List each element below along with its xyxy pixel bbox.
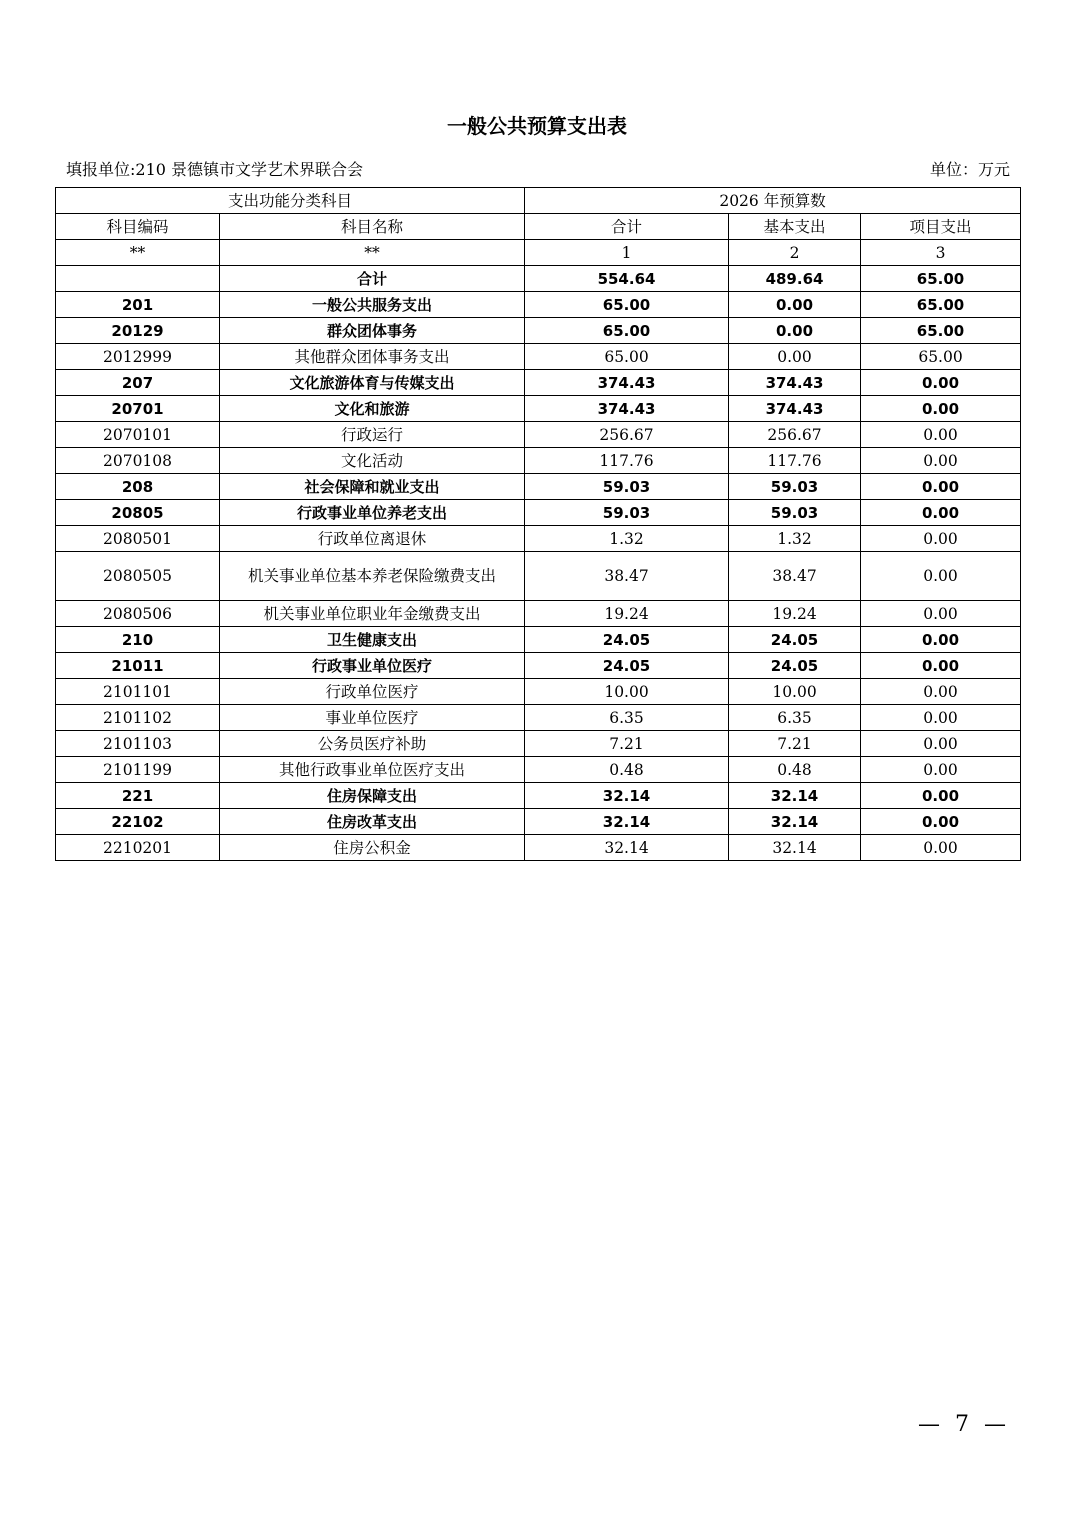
cell-name: 行政单位离退休 xyxy=(220,526,525,552)
cell-basic: 1.32 xyxy=(729,526,861,552)
cell-basic: 10.00 xyxy=(729,679,861,705)
cell-basic: 0.00 xyxy=(729,318,861,344)
cell-code: 2101103 xyxy=(56,731,220,757)
cell-project: 0.00 xyxy=(861,526,1021,552)
cell-total: 65.00 xyxy=(525,292,729,318)
table-row xyxy=(56,500,1021,526)
table-row xyxy=(56,370,1021,396)
cell-code: 2101101 xyxy=(56,679,220,705)
cell-basic: 0.00 xyxy=(729,344,861,370)
cell-name: 机关事业单位基本养老保险缴费支出 xyxy=(220,552,525,601)
cell-project: 0.00 xyxy=(861,601,1021,627)
header-total: 合计 xyxy=(525,214,729,240)
cell-code: 21011 xyxy=(56,653,220,679)
cell-total: 0.48 xyxy=(525,757,729,783)
cell-name: 一般公共服务支出 xyxy=(220,292,525,318)
cell-total: 374.43 xyxy=(525,370,729,396)
cell-total: 24.05 xyxy=(525,627,729,653)
cell-name: 社会保障和就业支出 xyxy=(220,474,525,500)
cell-project: 0.00 xyxy=(861,809,1021,835)
page-number: — 7 — xyxy=(918,1412,1010,1437)
table-row xyxy=(56,757,1021,783)
cell-code: 20701 xyxy=(56,396,220,422)
cell-project: 0.00 xyxy=(861,679,1021,705)
cell-total: 38.47 xyxy=(525,552,729,601)
cell-total: 374.43 xyxy=(525,396,729,422)
cell-name: 文化旅游体育与传媒支出 xyxy=(220,370,525,396)
cell-total: 59.03 xyxy=(525,500,729,526)
cell-basic: 0.48 xyxy=(729,757,861,783)
cell-basic: 19.24 xyxy=(729,601,861,627)
cell-total: 65.00 xyxy=(525,344,729,370)
cell-basic: 117.76 xyxy=(729,448,861,474)
cell-project: 65.00 xyxy=(861,266,1021,292)
table-row xyxy=(56,783,1021,809)
cell-project: 0.00 xyxy=(861,783,1021,809)
cell-basic: 24.05 xyxy=(729,627,861,653)
cell-total: 256.67 xyxy=(525,422,729,448)
cell-code: 2101199 xyxy=(56,757,220,783)
cell-name: 住房保障支出 xyxy=(220,783,525,809)
cell-basic: 32.14 xyxy=(729,783,861,809)
cell-name: 住房公积金 xyxy=(220,835,525,861)
cell-code: 2101102 xyxy=(56,705,220,731)
cell-name: 其他群众团体事务支出 xyxy=(220,344,525,370)
table-row xyxy=(56,653,1021,679)
header-basic: 基本支出 xyxy=(729,214,861,240)
cell-code: 2210201 xyxy=(56,835,220,861)
cell-basic: 0.00 xyxy=(729,292,861,318)
header-column-row xyxy=(56,214,1021,240)
cell-code: 2080506 xyxy=(56,601,220,627)
page-title: 一般公共预算支出表 xyxy=(447,114,627,138)
budget-table xyxy=(55,187,1021,861)
currency-unit: 单位：万元 xyxy=(929,160,1010,179)
header-budget-year: 2026 年预算数 xyxy=(525,188,1021,214)
cell-name: 文化和旅游 xyxy=(220,396,525,422)
cell-name: 住房改革支出 xyxy=(220,809,525,835)
table-row xyxy=(56,552,1021,601)
cell-basic: 374.43 xyxy=(729,396,861,422)
table-row xyxy=(56,679,1021,705)
table-row xyxy=(56,731,1021,757)
table-row xyxy=(56,601,1021,627)
cell-code: 2080501 xyxy=(56,526,220,552)
table-row xyxy=(56,448,1021,474)
index-basic: 2 xyxy=(729,240,861,266)
index-code: ** xyxy=(56,240,220,266)
cell-project: 65.00 xyxy=(861,318,1021,344)
cell-code: 221 xyxy=(56,783,220,809)
cell-name: 合计 xyxy=(220,266,525,292)
cell-basic: 7.21 xyxy=(729,731,861,757)
cell-basic: 59.03 xyxy=(729,500,861,526)
table-row xyxy=(56,344,1021,370)
table-row xyxy=(56,809,1021,835)
cell-project: 0.00 xyxy=(861,396,1021,422)
cell-code: 2070108 xyxy=(56,448,220,474)
cell-basic: 32.14 xyxy=(729,835,861,861)
cell-name: 行政单位医疗 xyxy=(220,679,525,705)
cell-project: 0.00 xyxy=(861,653,1021,679)
cell-project: 0.00 xyxy=(861,474,1021,500)
cell-code: 2080505 xyxy=(56,552,220,601)
header-code: 科目编码 xyxy=(56,214,220,240)
cell-project: 0.00 xyxy=(861,422,1021,448)
cell-project: 65.00 xyxy=(861,344,1021,370)
cell-total: 19.24 xyxy=(525,601,729,627)
header-name: 科目名称 xyxy=(220,214,525,240)
cell-code: 201 xyxy=(56,292,220,318)
cell-total: 117.76 xyxy=(525,448,729,474)
cell-code: 208 xyxy=(56,474,220,500)
cell-code: 2070101 xyxy=(56,422,220,448)
index-project: 3 xyxy=(861,240,1021,266)
index-total: 1 xyxy=(525,240,729,266)
table-row xyxy=(56,474,1021,500)
cell-total: 65.00 xyxy=(525,318,729,344)
cell-code: 20129 xyxy=(56,318,220,344)
cell-basic: 38.47 xyxy=(729,552,861,601)
cell-project: 65.00 xyxy=(861,292,1021,318)
cell-code: 22102 xyxy=(56,809,220,835)
cell-total: 32.14 xyxy=(525,809,729,835)
cell-name: 文化活动 xyxy=(220,448,525,474)
cell-total: 10.00 xyxy=(525,679,729,705)
cell-total: 32.14 xyxy=(525,783,729,809)
cell-project: 0.00 xyxy=(861,731,1021,757)
cell-name: 行政运行 xyxy=(220,422,525,448)
cell-name: 机关事业单位职业年金缴费支出 xyxy=(220,601,525,627)
cell-basic: 6.35 xyxy=(729,705,861,731)
table-row xyxy=(56,705,1021,731)
header-project: 项目支出 xyxy=(861,214,1021,240)
cell-basic: 24.05 xyxy=(729,653,861,679)
cell-total: 7.21 xyxy=(525,731,729,757)
cell-name: 公务员医疗补助 xyxy=(220,731,525,757)
cell-code: 2012999 xyxy=(56,344,220,370)
cell-project: 0.00 xyxy=(861,757,1021,783)
table-row xyxy=(56,422,1021,448)
cell-basic: 59.03 xyxy=(729,474,861,500)
table-row xyxy=(56,526,1021,552)
table-row xyxy=(56,292,1021,318)
cell-project: 0.00 xyxy=(861,500,1021,526)
cell-total: 6.35 xyxy=(525,705,729,731)
cell-project: 0.00 xyxy=(861,370,1021,396)
cell-basic: 374.43 xyxy=(729,370,861,396)
index-name: ** xyxy=(220,240,525,266)
cell-code: 210 xyxy=(56,627,220,653)
cell-code: 207 xyxy=(56,370,220,396)
cell-basic: 32.14 xyxy=(729,809,861,835)
table-row xyxy=(56,318,1021,344)
filing-unit: 填报单位:210 景德镇市文学艺术界联合会 xyxy=(66,160,364,179)
cell-name: 行政事业单位养老支出 xyxy=(220,500,525,526)
cell-project: 0.00 xyxy=(861,705,1021,731)
table-row xyxy=(56,835,1021,861)
header-group-row xyxy=(56,188,1021,214)
cell-project: 0.00 xyxy=(861,552,1021,601)
cell-total: 1.32 xyxy=(525,526,729,552)
cell-name: 其他行政事业单位医疗支出 xyxy=(220,757,525,783)
cell-total: 32.14 xyxy=(525,835,729,861)
cell-name: 事业单位医疗 xyxy=(220,705,525,731)
cell-name: 卫生健康支出 xyxy=(220,627,525,653)
header-index-row xyxy=(56,240,1021,266)
cell-project: 0.00 xyxy=(861,627,1021,653)
table-row xyxy=(56,627,1021,653)
cell-basic: 489.64 xyxy=(729,266,861,292)
cell-code: 20805 xyxy=(56,500,220,526)
cell-code xyxy=(56,266,220,292)
table-row xyxy=(56,266,1021,292)
cell-basic: 256.67 xyxy=(729,422,861,448)
header-functional-category: 支出功能分类科目 xyxy=(56,188,525,214)
cell-project: 0.00 xyxy=(861,835,1021,861)
cell-name: 行政事业单位医疗 xyxy=(220,653,525,679)
table-row xyxy=(56,396,1021,422)
cell-total: 59.03 xyxy=(525,474,729,500)
cell-name: 群众团体事务 xyxy=(220,318,525,344)
cell-total: 554.64 xyxy=(525,266,729,292)
cell-total: 24.05 xyxy=(525,653,729,679)
cell-project: 0.00 xyxy=(861,448,1021,474)
